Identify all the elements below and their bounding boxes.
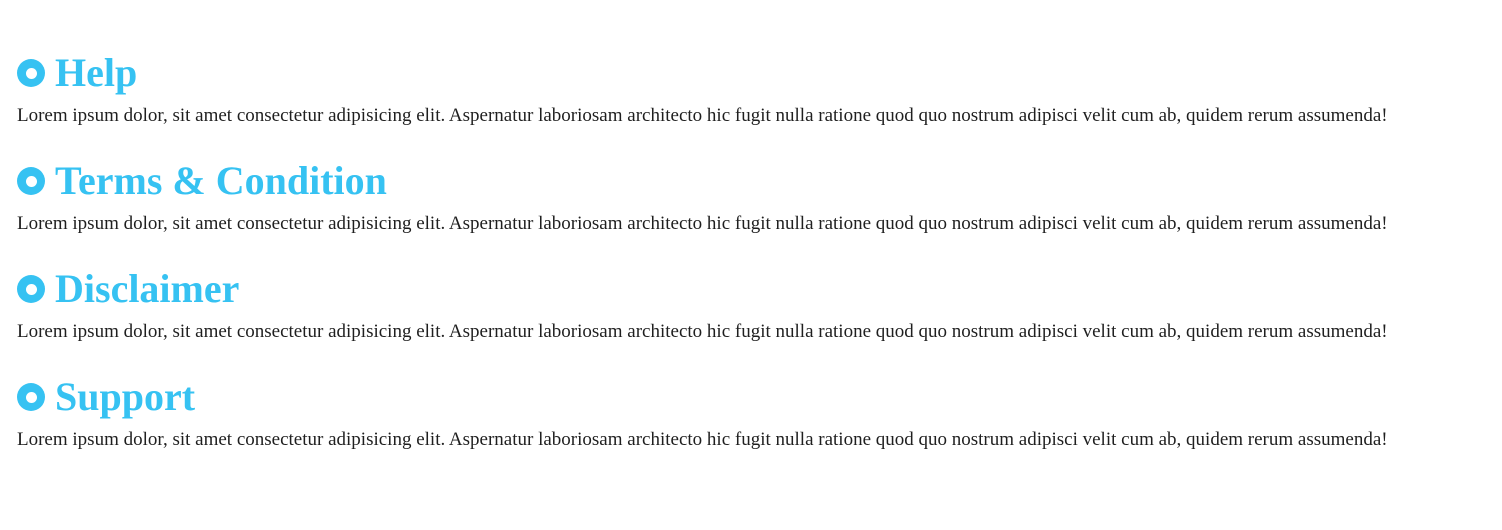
bullet-circle-icon [17, 167, 45, 195]
terms-text: Lorem ipsum dolor, sit amet consectetur adipisicing elit. Aspernatur laboriosam architecto hic fugit nulla ratione quod quo nostrum adipisci velit cum ab, quidem rerum assumenda! [17, 213, 1388, 234]
support-title: Support [55, 374, 196, 419]
help-section [17, 50, 1487, 158]
support-heading [17, 374, 1487, 420]
bullet-circle-icon [17, 59, 45, 87]
support-text: Lorem ipsum dolor, sit amet consectetur adipisicing elit. Aspernatur laboriosam architecto hic fugit nulla ratione quod quo nostrum adipisci velit cum ab, quidem rerum assumenda! [17, 429, 1388, 450]
disclaimer-heading [17, 266, 1487, 312]
disclaimer-section [17, 266, 1487, 374]
help-title: Help [55, 50, 138, 95]
terms-section [17, 158, 1487, 266]
support-section [17, 374, 1487, 482]
disclaimer-title: Disclaimer [55, 266, 240, 311]
terms-title: Terms & Condition [55, 158, 387, 203]
help-text: Lorem ipsum dolor, sit amet consectetur adipisicing elit. Aspernatur laboriosam architecto hic fugit nulla ratione quod quo nostrum adipisci velit cum ab, quidem rerum assumenda! [17, 105, 1388, 126]
bullet-circle-icon [17, 383, 45, 411]
terms-heading [17, 158, 1487, 204]
help-heading [17, 50, 1487, 96]
disclaimer-text: Lorem ipsum dolor, sit amet consectetur adipisicing elit. Aspernatur laboriosam architecto hic fugit nulla ratione quod quo nostrum adipisci velit cum ab, quidem rerum assumenda! [17, 321, 1388, 342]
info-sections [17, 50, 1487, 482]
bullet-circle-icon [17, 275, 45, 303]
